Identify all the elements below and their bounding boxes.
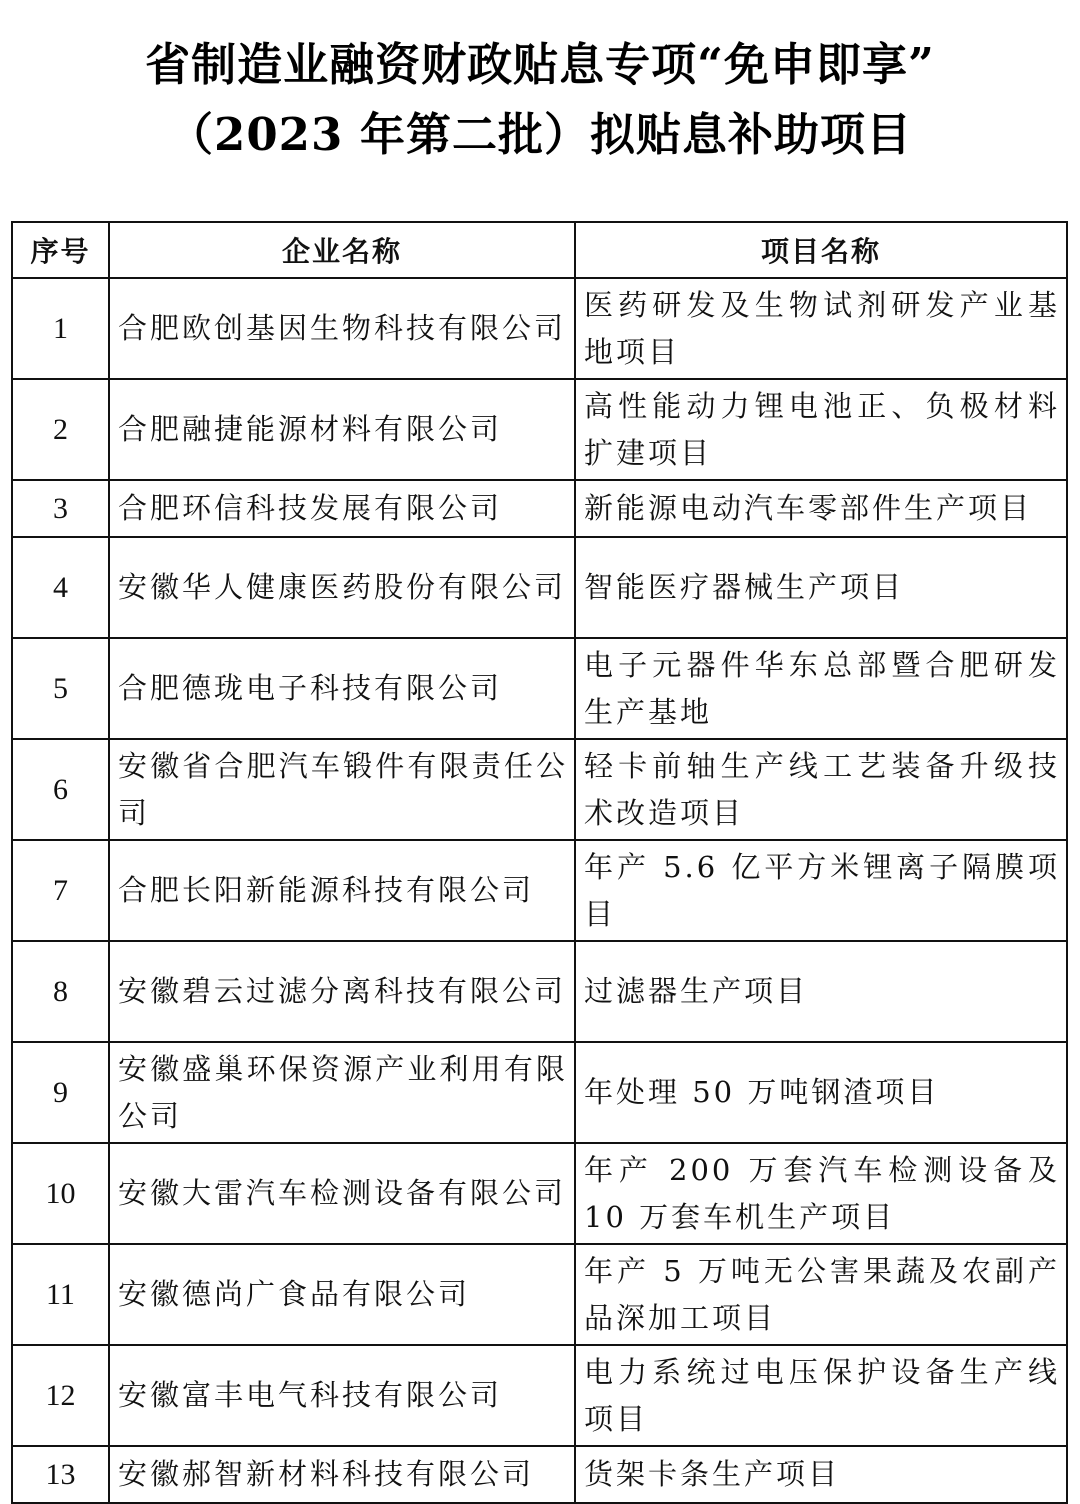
- title-line-1: 省制造业融资财政贴息专项“免申即享”: [145, 38, 935, 91]
- row-seq: 7: [12, 840, 109, 941]
- table-row: [12, 638, 1067, 739]
- table-row: [12, 1345, 1067, 1446]
- table-row: [12, 739, 1067, 840]
- row-enterprise: 安徽郝智新材料科技有限公司: [109, 1446, 575, 1503]
- header-seq: 序号: [12, 222, 109, 278]
- row-seq: 13: [12, 1446, 109, 1503]
- row-project: 智能医疗器械生产项目: [575, 537, 1067, 638]
- header-project: 项目名称: [575, 222, 1067, 278]
- row-project: 年产 5.6 亿平方米锂离子隔膜项目: [575, 840, 1067, 941]
- header-enterprise: 企业名称: [109, 222, 575, 278]
- table-row: [12, 1244, 1067, 1345]
- row-enterprise: 合肥德珑电子科技有限公司: [109, 638, 575, 739]
- row-project: 新能源电动汽车零部件生产项目: [575, 480, 1067, 537]
- row-seq: 11: [12, 1244, 109, 1345]
- row-seq: 12: [12, 1345, 109, 1446]
- table-row: [12, 278, 1067, 379]
- row-project: 轻卡前轴生产线工艺装备升级技术改造项目: [575, 739, 1067, 840]
- row-seq: 4: [12, 537, 109, 638]
- page-title: [0, 30, 1080, 170]
- row-enterprise: 安徽盛巢环保资源产业利用有限公司: [109, 1042, 575, 1143]
- row-enterprise: 安徽华人健康医药股份有限公司: [109, 537, 575, 638]
- row-project: 电力系统过电压保护设备生产线项目: [575, 1345, 1067, 1446]
- row-project: 医药研发及生物试剂研发产业基地项目: [575, 278, 1067, 379]
- table-row: [12, 941, 1067, 1042]
- row-enterprise: 合肥环信科技发展有限公司: [109, 480, 575, 537]
- table-row: [12, 1042, 1067, 1143]
- row-seq: 8: [12, 941, 109, 1042]
- row-project: 高性能动力锂电池正、负极材料扩建项目: [575, 379, 1067, 480]
- row-seq: 1: [12, 278, 109, 379]
- row-seq: 9: [12, 1042, 109, 1143]
- row-enterprise: 安徽碧云过滤分离科技有限公司: [109, 941, 575, 1042]
- table-row: [12, 379, 1067, 480]
- row-seq: 6: [12, 739, 109, 840]
- row-enterprise: 安徽富丰电气科技有限公司: [109, 1345, 575, 1446]
- subsidy-project-table: [11, 221, 1068, 1504]
- table-row: [12, 1143, 1067, 1244]
- row-seq: 2: [12, 379, 109, 480]
- row-seq: 5: [12, 638, 109, 739]
- row-project: 过滤器生产项目: [575, 941, 1067, 1042]
- row-project: 年处理 50 万吨钢渣项目: [575, 1042, 1067, 1143]
- table-row: [12, 537, 1067, 638]
- title-line-2: （2023 年第二批）拟贴息补助项目: [168, 108, 912, 161]
- row-enterprise: 合肥欧创基因生物科技有限公司: [109, 278, 575, 379]
- row-enterprise: 合肥融捷能源材料有限公司: [109, 379, 575, 480]
- table-row: [12, 840, 1067, 941]
- row-seq: 10: [12, 1143, 109, 1244]
- row-enterprise: 安徽省合肥汽车锻件有限责任公司: [109, 739, 575, 840]
- row-seq: 3: [12, 480, 109, 537]
- row-project: 货架卡条生产项目: [575, 1446, 1067, 1503]
- table-row: [12, 1446, 1067, 1503]
- row-enterprise: 合肥长阳新能源科技有限公司: [109, 840, 575, 941]
- table-row: [12, 480, 1067, 537]
- row-enterprise: 安徽德尚广食品有限公司: [109, 1244, 575, 1345]
- row-project: 年产 200 万套汽车检测设备及 10 万套车机生产项目: [575, 1143, 1067, 1244]
- row-project: 年产 5 万吨无公害果蔬及农副产品深加工项目: [575, 1244, 1067, 1345]
- row-enterprise: 安徽大雷汽车检测设备有限公司: [109, 1143, 575, 1244]
- table-header-row: [12, 222, 1067, 278]
- row-project: 电子元器件华东总部暨合肥研发生产基地: [575, 638, 1067, 739]
